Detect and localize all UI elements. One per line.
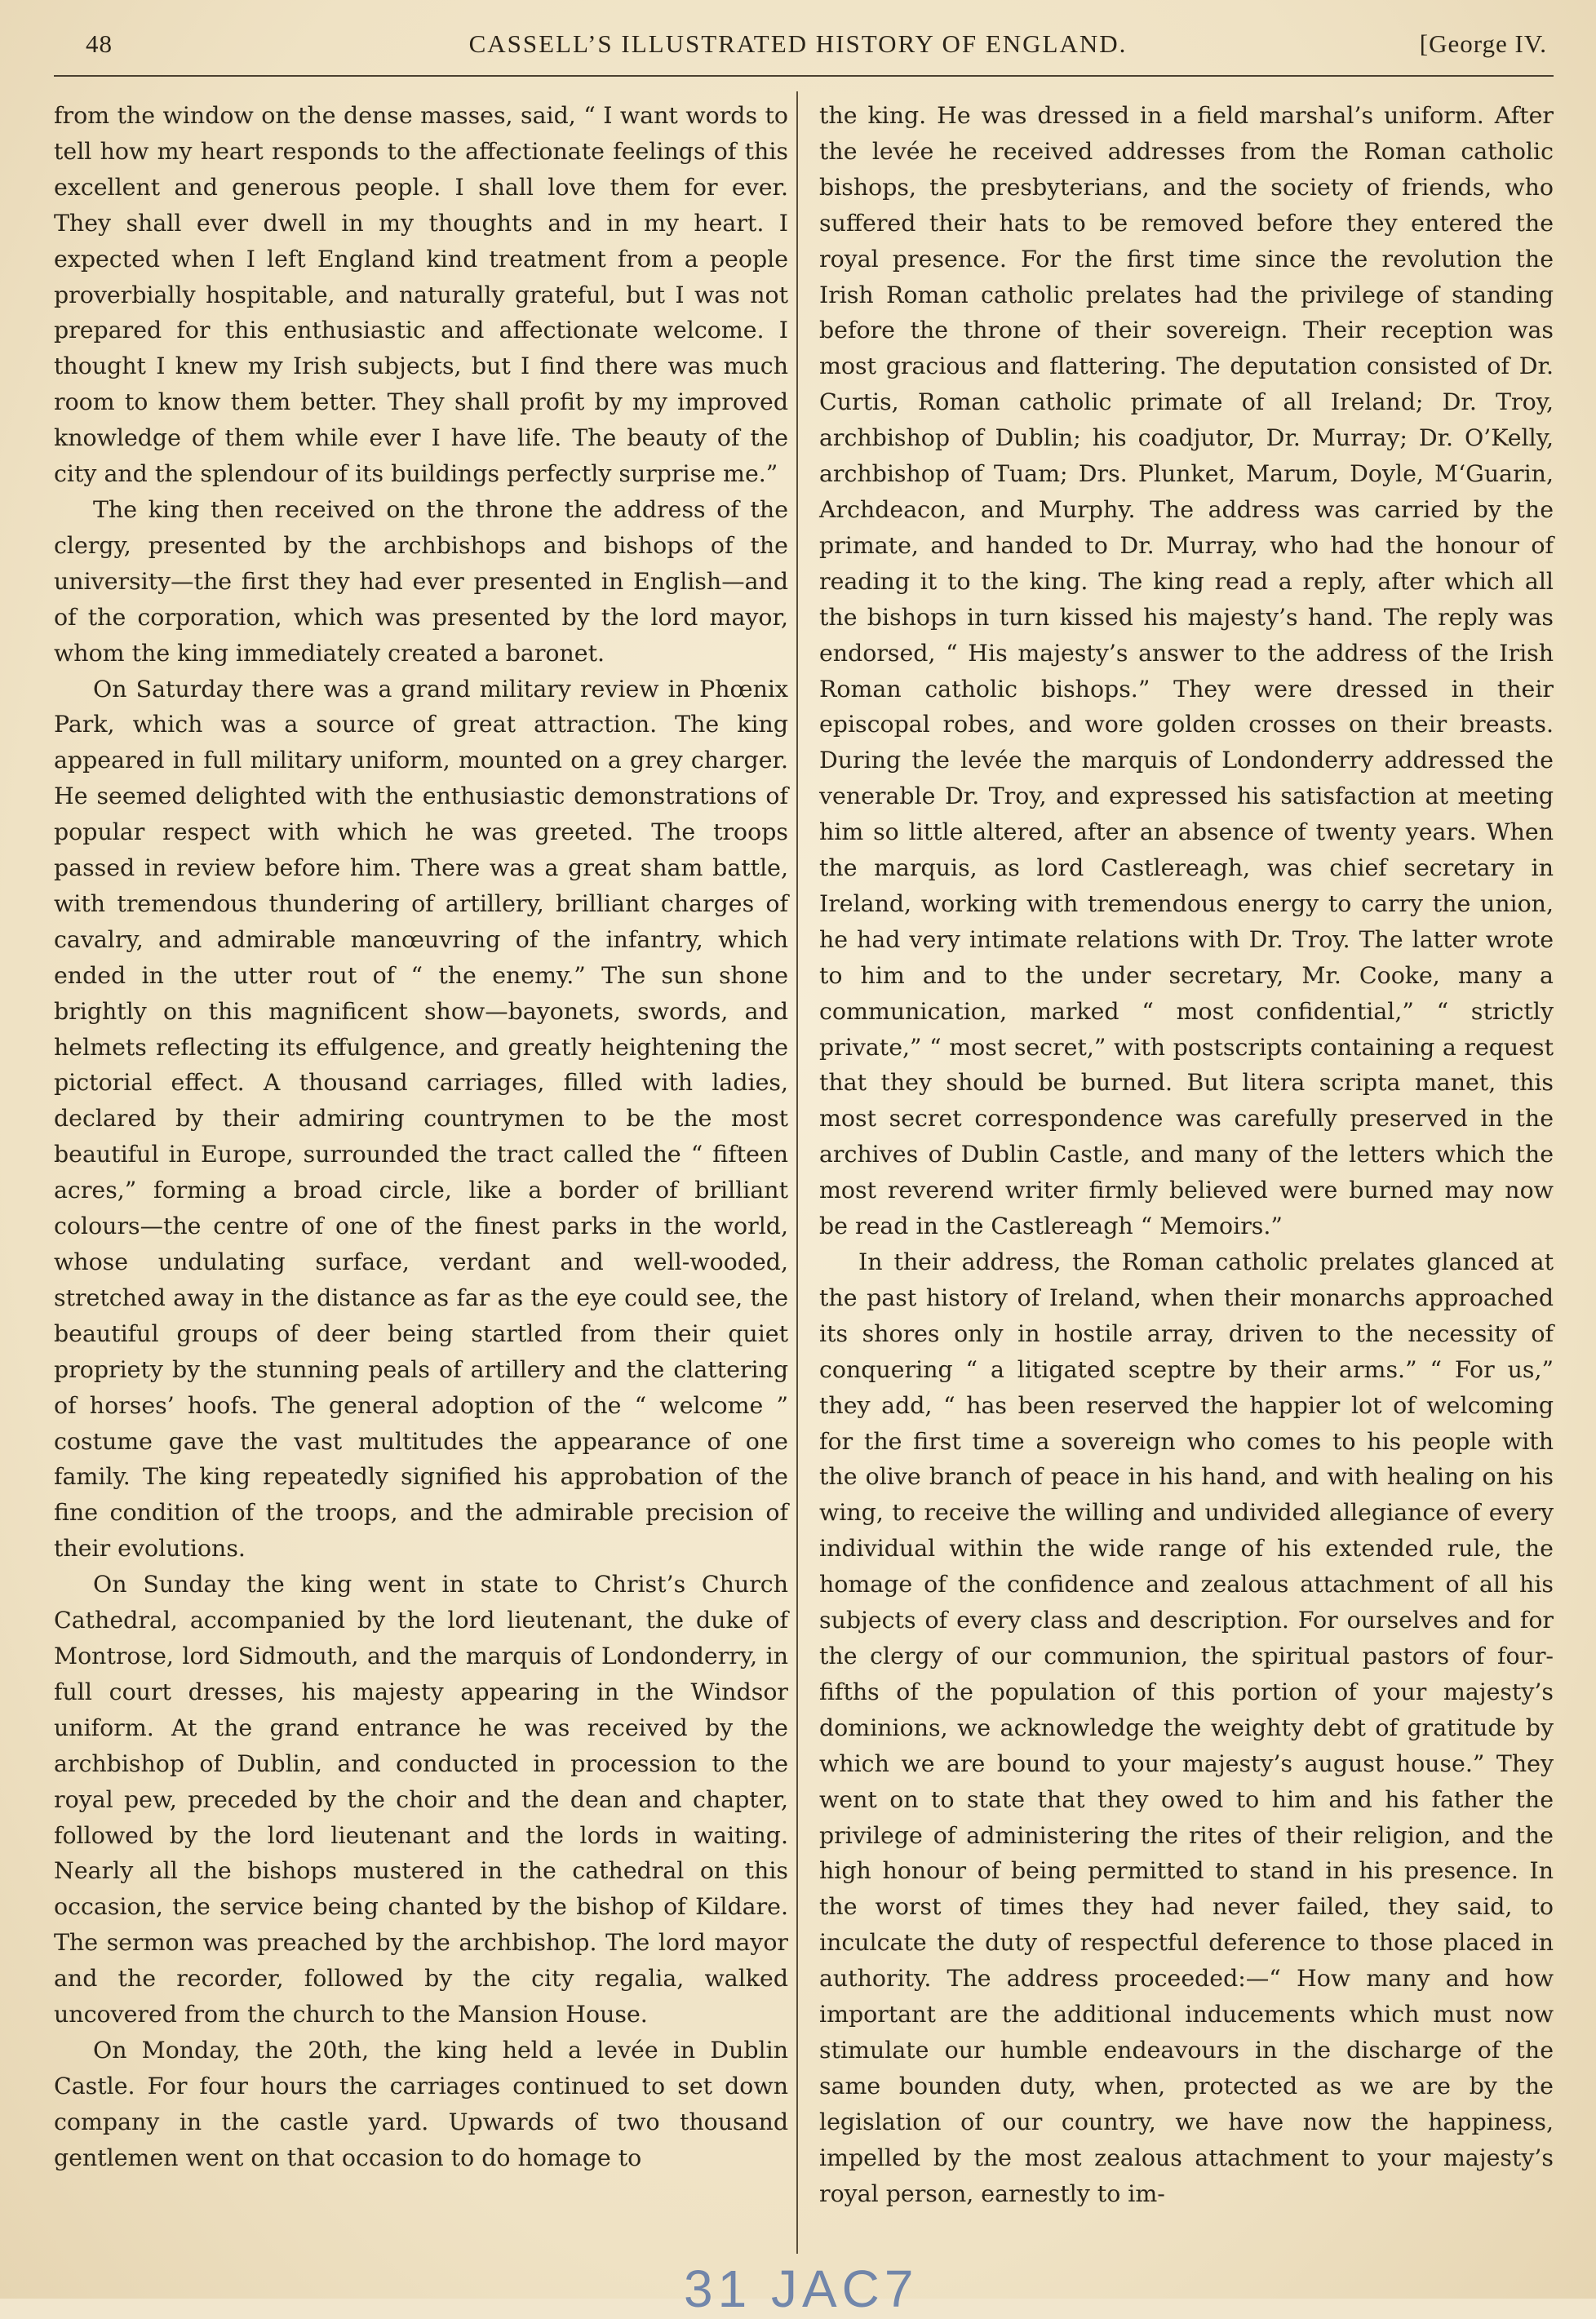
paragraph: The king then received on the throne the address of the clergy, presented by the archbishops and bishops of the university—the first they had ever presented in English—and of the corporation, which was presented by the lord mayor, whom the king immediately created a baronet.: [54, 495, 788, 667]
paragraph: from the window on the dense masses, said, “ I want words to tell how my heart responds to the affectionate feelings of this excellent and generous people. I shall love them for ever. They shall ever dwell in my thoughts and in my heart. I expected when I left England kind treatment from a people proverbially hospitable, and naturally grateful, but I was not prepared for this enthusiastic and affectionate welcome. I thought I knew my Irish subjects, but I find there was much room to know them better. They shall profit by my improved knowledge of them while ever I have life. The beauty of the city and the splendour of its buildings perfectly surprise me.”: [54, 102, 788, 488]
library-stamp: 31 JAC7: [684, 2259, 919, 2318]
paragraph: On Monday, the 20th, the king held a levée in Dublin Castle. For four hours the carriages continued to set down company in the castle yard. Upwards of two thousand gentlemen went on that occasion to do homage to: [54, 2036, 788, 2171]
running-header: [49, 21, 1547, 70]
right-column: [819, 98, 1554, 2211]
page-number: 48: [86, 29, 113, 58]
paragraph: In their address, the Roman catholic prelates glanced at the past history of Ireland, when their monarchs approached its shores only in hostile array, driven to the necessity of conquering “ a litigated sceptre by their arms.” “ For us,” they add, “ has been reserved the happier lot of welcoming for the first time a sovereign who comes to his people with the olive branch of peace in his hand, and with healing on his wing, to receive the willing and undivided allegiance of every individual within the wide range of his extended rule, the homage of the confidence and zealous attachment of all his subjects of every class and description. For ourselves and for the clergy of our communion, the spiritual pastors of four-fifths of the population of this portion of your majesty’s dominions, we acknowledge the weighty debt of gratitude by which we are bound to your majesty’s august house.” They went on to state that they owed to him and his father the privilege of administering the rites of their religion, and the high honour of being permitted to stand in his presence. In the worst of times they had never failed, they said, to inculcate the duty of respectful deference to those placed in authority. The address proceeded:—“ How many and how important are the additional inducements which must now stimulate our humble endeavours in the discharge of the same bounden duty, when, protected as we are by the legislation of our country, we have now the happiness, impelled by the most zealous attachment to your majesty’s royal person, earnestly to im-: [819, 1248, 1554, 2207]
paragraph: On Saturday there was a grand military review in Phœnix Park, which was a source of great attraction. The king appeared in full military uniform, mounted on a grey charger. He seemed delighted with the enthusiastic demonstrations of popular respect with which he was greeted. The troops passed in review before him. There was a great sham battle, with tremendous thundering of artillery, brilliant charges of cavalry, and admirable manœuvring of the infantry, which ended in the utter rout of “ the enemy.” The sun shone brightly on this magnificent show—bayonets, swords, and helmets reflecting its effulgence, and greatly heightening the pictorial effect. A thousand carriages, filled with ladies, declared by their admiring countrymen to be the most beautiful in Europe, surrounded the tract called the “ fifteen acres,” forming a broad circle, like a border of brilliant colours—the centre of one of the finest parks in the world, whose undulating surface, verdant and well-wooded, stretched away in the distance as far as the eye could see, the beautiful groups of deer being startled from their quiet propriety by the stunning peals of artillery and the clattering of horses’ hoofs. The general adoption of the “ welcome ” costume gave the vast multitudes the appearance of one family. The king repeatedly signified his approbation of the fine condition of the troops, and the admirable precision of their evolutions.: [54, 675, 788, 1563]
left-column: [54, 98, 788, 2176]
header-rule: [54, 75, 1554, 77]
reign-label: [George IV.: [1419, 29, 1547, 58]
paragraph: the king. He was dressed in a field marshal’s uniform. After the levée he received addresses from the Roman catholic bishops, the presbyterians, and the society of friends, who suffered their hats to be removed before they entered the royal presence. For the first time since the revolution the Irish Roman catholic prelates had the privilege of standing before the throne of their sovereign. Their reception was most gracious and flattering. The deputation consisted of Dr. Curtis, Roman catholic primate of all Ireland; Dr. Troy, archbishop of Dublin; his coadjutor, Dr. Murray; Dr. O’Kelly, archbishop of Tuam; Drs. Plunket, Marum, Doyle, M‘Guarin, Archdeacon, and Murphy. The address was carried by the primate, and handed to Dr. Murray, who had the honour of reading it to the king. The king read a reply, after which all the bishops in turn kissed his majesty’s hand. The reply was endorsed, “ His majesty’s answer to the address of the Irish Roman catholic bishops.” They were dressed in their episcopal robes, and wore golden crosses on their breasts. During the levée the marquis of Londonderry addressed the venerable Dr. Troy, and expressed his satisfaction at meeting him so little altered, after an absence of twenty years. When the marquis, as lord Castlereagh, was chief secretary in Ireland, working with tremendous energy to carry the union, he had very intimate relations with Dr. Troy. The latter wrote to him and to the under secretary, Mr. Cooke, many a communication, marked “ most confidential,” “ strictly private,” “ most secret,” with postscripts containing a request that they should be burned. But litera scripta manet, this most secret correspondence was carefully preserved in the archives of Dublin Castle, and many of the letters which the most reverend writer firmly believed were burned may now be read in the Castlereagh “ Memoirs.”: [819, 102, 1554, 1240]
running-title: CASSELL’S ILLUSTRATED HISTORY OF ENGLAND.: [468, 29, 1128, 58]
column-divider: [796, 91, 798, 2254]
paragraph: On Sunday the king went in state to Christ’s Church Cathedral, accompanied by the lord lieutenant, the duke of Montrose, lord Sidmouth, and the marquis of Londonderry, in full court dresses, his majesty appearing in the Windsor uniform. At the grand entrance he was received by the archbishop of Dublin, and conducted in procession to the royal pew, preceded by the choir and the dean and chapter, followed by the lord lieutenant and the lords in waiting. Nearly all the bishops mustered in the cathedral on this occasion, the service being chanted by the bishop of Kildare. The sermon was preached by the archbishop. The lord mayor and the recorder, followed by the city regalia, walked uncovered from the church to the Mansion House.: [54, 1571, 788, 2029]
